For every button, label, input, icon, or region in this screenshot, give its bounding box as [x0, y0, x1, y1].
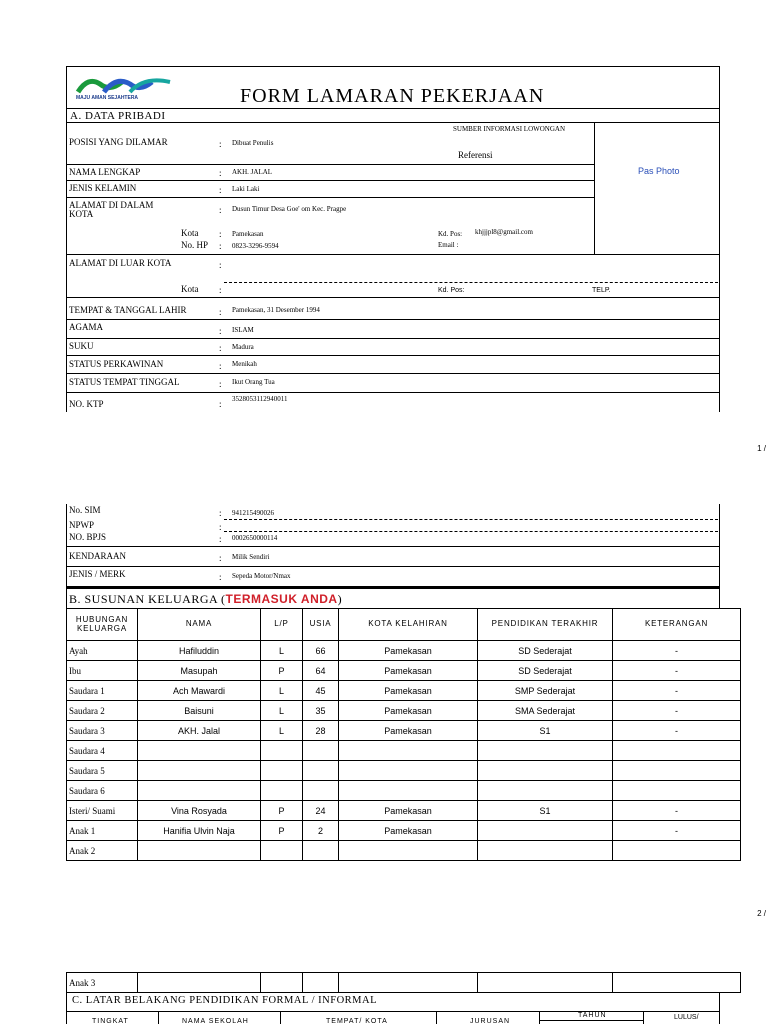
family-cell: Pamekasan	[339, 681, 478, 701]
family-cell: SD Sederajat	[478, 661, 613, 681]
value-sumber-informasi: Referensi	[458, 150, 493, 160]
family-cell: Ibu	[67, 661, 138, 681]
family-cell: -	[613, 681, 741, 701]
family-cell: L	[261, 701, 303, 721]
family-cell: Anak 1	[67, 821, 138, 841]
family-row	[67, 781, 741, 801]
edu-col-nama-sekolah: NAMA SEKOLAH	[182, 1018, 249, 1025]
family-cell: Masupah	[138, 661, 261, 681]
label-kendaraan: KENDARAAN	[69, 551, 126, 561]
section-b-highlight: TERMASUK ANDA	[225, 592, 338, 606]
value-bpjs: 0002650000114	[232, 534, 278, 542]
family-cell	[478, 761, 613, 781]
label-jenis-kelamin: JENIS KELAMIN	[69, 183, 137, 193]
family-cell: Isteri/ Suami	[67, 801, 138, 821]
edu-col-tempat: TEMPAT/ KOTA	[326, 1018, 388, 1025]
family-cell: SMP Sederajat	[478, 681, 613, 701]
label-merk: JENIS / MERK	[69, 569, 126, 579]
family-cell: L	[261, 681, 303, 701]
edu-col-tahun: TAHUN	[578, 1012, 607, 1019]
family-cell	[478, 821, 613, 841]
logo-mark-icon	[74, 74, 174, 96]
label-bpjs: NO. BPJS	[69, 532, 107, 542]
company-logo	[74, 74, 174, 104]
family-cell	[303, 781, 339, 801]
family-cell	[138, 841, 261, 861]
label-kota-luar: Kota	[181, 284, 199, 294]
family-cell	[339, 841, 478, 861]
family-cell: SMA Sederajat	[478, 701, 613, 721]
value-email: khjjjpl8@gmail.com	[475, 228, 533, 236]
edu-col-lulus: LULUS/	[674, 1014, 699, 1021]
family-cell: P	[261, 821, 303, 841]
family-cell	[261, 761, 303, 781]
label-nama: NAMA LENGKAP	[69, 167, 141, 177]
family-cell: Saudara 4	[67, 741, 138, 761]
family-cell	[613, 761, 741, 781]
page-number-1: 1 /	[757, 444, 766, 453]
family-cell	[138, 761, 261, 781]
family-cell: Pamekasan	[339, 701, 478, 721]
family-cell	[261, 741, 303, 761]
family-cell: Saudara 2	[67, 701, 138, 721]
value-alamat: Dusun Timur Desa Goe' om Kec. Pragpe	[232, 205, 347, 213]
family-cell: L	[261, 641, 303, 661]
pas-photo-placeholder: Pas Photo	[638, 166, 680, 176]
family-cell	[613, 973, 741, 993]
value-jenis-kelamin: Laki Laki	[232, 185, 260, 193]
family-cell: 35	[303, 701, 339, 721]
family-cell: Pamekasan	[339, 801, 478, 821]
family-table	[66, 608, 741, 861]
family-cell: Anak 2	[67, 841, 138, 861]
family-row	[67, 641, 741, 661]
family-cell	[261, 841, 303, 861]
value-sim: 941215490026	[232, 509, 274, 517]
value-merk: Sepeda Motor/Nmax	[232, 572, 291, 580]
label-kd-pos-luar: Kd. Pos:	[438, 287, 465, 294]
family-cell: S1	[478, 721, 613, 741]
family-cell: Saudara 1	[67, 681, 138, 701]
label-sim: No. SIM	[69, 505, 101, 515]
family-header-cell: HUBUNGAN KELUARGA	[67, 609, 138, 641]
label-kota: Kota	[181, 228, 199, 238]
family-cell	[613, 841, 741, 861]
label-email: Email :	[438, 241, 459, 249]
family-row	[67, 741, 741, 761]
family-cell: Saudara 6	[67, 781, 138, 801]
family-cell: Baisuni	[138, 701, 261, 721]
label-ktp: NO. KTP	[69, 399, 104, 409]
section-a-title: A. DATA PRIBADI	[70, 110, 166, 122]
family-cell: P	[261, 661, 303, 681]
family-cell	[261, 973, 303, 993]
family-cell	[613, 741, 741, 761]
family-cell: -	[613, 641, 741, 661]
section-c-title: C. LATAR BELAKANG PENDIDIKAN FORMAL / INFORMAL	[72, 995, 377, 1006]
value-suku: Madura	[232, 343, 254, 351]
family-cell: -	[613, 821, 741, 841]
family-cell: Saudara 3	[67, 721, 138, 741]
family-row	[67, 761, 741, 781]
family-cell	[303, 741, 339, 761]
family-cell: -	[613, 721, 741, 741]
family-cell	[478, 841, 613, 861]
section-b-title: B. SUSUNAN KELUARGA (TERMASUK ANDA)	[69, 592, 343, 606]
family-cell	[261, 781, 303, 801]
family-cell	[138, 781, 261, 801]
family-cell: Pamekasan	[339, 661, 478, 681]
family-header-cell: KOTA KELAHIRAN	[339, 609, 478, 641]
label-agama: AGAMA	[69, 322, 104, 332]
family-cell: Pamekasan	[339, 721, 478, 741]
label-status-perkawinan: STATUS PERKAWINAN	[69, 359, 164, 369]
value-ttl: Pamekasan, 31 Desember 1994	[232, 306, 320, 314]
label-sumber-informasi: SUMBER INFORMASI LOWONGAN	[453, 125, 566, 133]
family-row	[67, 973, 741, 993]
family-cell	[138, 741, 261, 761]
family-cell	[339, 761, 478, 781]
family-cell	[478, 781, 613, 801]
family-cell: Pamekasan	[339, 821, 478, 841]
label-posisi: POSISI YANG DILAMAR	[69, 137, 168, 147]
label-no-hp: No. HP	[181, 240, 209, 250]
family-cell: S1	[478, 801, 613, 821]
family-cell	[303, 841, 339, 861]
family-cell: Vina Rosyada	[138, 801, 261, 821]
label-kd-pos: Kd. Pos:	[438, 230, 463, 238]
family-cell	[303, 973, 339, 993]
family-header-cell: KETERANGAN	[613, 609, 741, 641]
family-cell: Anak 3	[67, 973, 138, 993]
family-cell: AKH. Jalal	[138, 721, 261, 741]
value-kendaraan: Milik Sendiri	[232, 553, 270, 561]
family-cell: SD Sederajat	[478, 641, 613, 661]
family-cell: 24	[303, 801, 339, 821]
family-cell: L	[261, 721, 303, 741]
label-status-tinggal: STATUS TEMPAT TINGGAL	[69, 377, 180, 387]
edu-col-tingkat: TINGKAT	[92, 1018, 129, 1025]
label-suku: SUKU	[69, 341, 94, 351]
family-row	[67, 661, 741, 681]
family-cell	[478, 741, 613, 761]
family-cell: Hafiluddin	[138, 641, 261, 661]
form-title: FORM LAMARAN PEKERJAAN	[240, 85, 545, 107]
family-table-continued	[66, 972, 741, 993]
family-cell: -	[613, 701, 741, 721]
family-row	[67, 801, 741, 821]
family-cell	[138, 973, 261, 993]
family-cell	[339, 741, 478, 761]
family-cell: -	[613, 661, 741, 681]
family-header-cell: USIA	[303, 609, 339, 641]
value-agama: ISLAM	[232, 326, 254, 334]
family-cell: Saudara 5	[67, 761, 138, 781]
family-header-cell: NAMA	[138, 609, 261, 641]
family-row	[67, 841, 741, 861]
family-row	[67, 681, 741, 701]
page-number-2: 2 /	[757, 909, 766, 918]
family-cell	[613, 781, 741, 801]
label-ttl: TEMPAT & TANGGAL LAHIR	[69, 305, 187, 315]
family-row	[67, 701, 741, 721]
logo-text: MAJU AMAN SEJAHTERA	[76, 95, 139, 101]
family-cell: Ayah	[67, 641, 138, 661]
family-cell: 45	[303, 681, 339, 701]
family-row	[67, 721, 741, 741]
family-cell	[339, 781, 478, 801]
family-cell: 28	[303, 721, 339, 741]
value-status-tinggal: Ikut Orang Tua	[232, 378, 275, 386]
family-cell	[303, 761, 339, 781]
family-row	[67, 821, 741, 841]
value-no-hp: 0823-3296-9594	[232, 242, 279, 250]
family-cell: 64	[303, 661, 339, 681]
label-telp: TELP.	[592, 287, 611, 294]
family-header-cell: PENDIDIKAN TERAKHIR	[478, 609, 613, 641]
edu-col-jurusan: JURUSAN	[470, 1018, 511, 1025]
family-cell: 66	[303, 641, 339, 661]
value-nama: AKH. JALAL	[232, 168, 273, 176]
family-cell: Pamekasan	[339, 641, 478, 661]
value-ktp: 3528053112940011	[232, 395, 288, 403]
value-kota: Pamekasan	[232, 230, 264, 238]
label-alamat: ALAMAT DI DALAM KOTA	[69, 200, 154, 220]
family-cell: P	[261, 801, 303, 821]
family-cell	[478, 973, 613, 993]
family-cell: Ach Mawardi	[138, 681, 261, 701]
value-posisi: Dibuat Penulis	[232, 139, 274, 147]
family-header-cell: L/P	[261, 609, 303, 641]
label-alamat-luar: ALAMAT DI LUAR KOTA	[69, 258, 172, 268]
family-cell: Hanifia Ulvin Naja	[138, 821, 261, 841]
value-status-perkawinan: Menikah	[232, 360, 257, 368]
family-cell	[339, 973, 478, 993]
label-npwp: NPWP	[69, 520, 95, 530]
family-cell: 2	[303, 821, 339, 841]
family-cell: -	[613, 801, 741, 821]
